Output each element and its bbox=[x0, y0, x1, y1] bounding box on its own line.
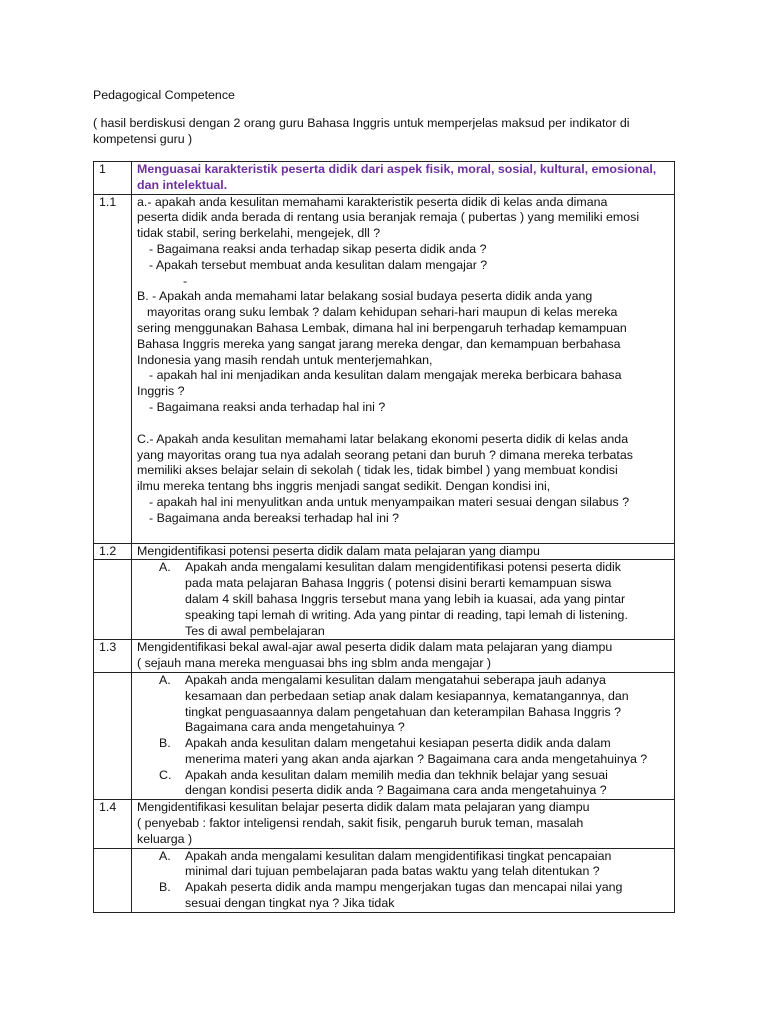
indicator-title bbox=[132, 543, 675, 560]
table-row bbox=[94, 672, 675, 799]
indicator-content bbox=[132, 194, 675, 543]
row-number: 1 bbox=[94, 162, 132, 195]
table-row bbox=[94, 194, 675, 543]
text-line: Indonesia yang masih rendah untuk menterjemahkan, bbox=[137, 352, 433, 367]
question-line: - Bagaimana anda bereaksi terhadap hal ini ? bbox=[149, 510, 400, 525]
competence-title bbox=[132, 162, 675, 195]
text-line: yang mayoritas orang tua nya adalah seorang petani dan buruh ? dimana mereka terbatas bbox=[137, 447, 633, 462]
competence-title-line: Menguasai karakteristik peserta didik dari aspek fisik, moral, sosial, kultural, emosional, bbox=[137, 162, 657, 176]
row-number: 1.4 bbox=[94, 800, 132, 848]
indicator-title bbox=[132, 800, 675, 848]
intro-line: ( hasil berdiskusi dengan 2 orang guru Bahasa Inggris untuk memperjelas maksud per indikator di bbox=[93, 116, 630, 130]
list-item-line: kesamaan dan perbedaan setiap anak dalam kesiapannya, kematangannya, dan bbox=[185, 688, 629, 703]
list-item-line: Apakah anda mengalami kesulitan dalam mengidentifikasi tingkat pencapaian bbox=[185, 848, 612, 863]
list-marker: A. bbox=[159, 672, 171, 687]
text-line: Bahasa Inggris mereka yang sangat jarang mereka dengar, dan kemampuan berbahasa bbox=[137, 336, 621, 351]
question-list bbox=[132, 848, 675, 912]
question-line: - apakah hal ini menjadikan anda kesulitan dalam mengajak mereka berbicara bahasa bbox=[149, 368, 622, 383]
list-marker: C. bbox=[159, 767, 172, 782]
list-item bbox=[137, 673, 670, 736]
competence-table bbox=[93, 161, 675, 913]
list-item-line: Apakah anda kesulitan dalam memilih media dan tekhnik belajar yang sesuai bbox=[185, 767, 608, 782]
table-row bbox=[94, 543, 675, 560]
intro-paragraph bbox=[93, 116, 673, 148]
list-item bbox=[137, 768, 670, 800]
question-list bbox=[132, 560, 675, 640]
list-marker: B. bbox=[159, 736, 171, 751]
list-item bbox=[137, 849, 670, 881]
bullet-dash: - bbox=[183, 273, 188, 288]
indicator-title bbox=[132, 640, 675, 673]
list-marker: A. bbox=[159, 560, 171, 575]
list-item-line: speaking tapi lemah di writing. Ada yang pintar di reading, tapi lemah di listening. bbox=[185, 607, 628, 622]
list-item-line: tingkat penguasaannya dalam pengetahuan dan keterampilan Bahasa Inggris ? bbox=[185, 704, 622, 719]
list-item-line: sesuai dengan tingkat nya ? Jika tidak bbox=[185, 896, 395, 911]
indicator-title-line: Mengidentifikasi kesulitan belajar peserta didik dalam mata pelajaran yang diampu bbox=[137, 800, 590, 815]
table-row bbox=[94, 800, 675, 848]
indicator-title-line: ( sejauh mana mereka menguasai bhs ing sblm anda mengajar ) bbox=[137, 656, 492, 671]
text-line: ilmu mereka tentang bhs inggris menjadi sangat sedikit. Dengan kondisi ini, bbox=[137, 479, 551, 494]
document-title: Pedagogical Competence bbox=[93, 88, 235, 102]
text-line: mayoritas orang suku lembak ? dalam kehidupan sehari-hari maupun di kelas mereka bbox=[147, 305, 618, 320]
indicator-title-line: keluarga ) bbox=[137, 831, 193, 846]
list-item-line: pada mata pelajaran Bahasa Inggris ( potensi disini berarti kemampuan siswa bbox=[185, 576, 612, 591]
list-item bbox=[137, 880, 670, 912]
text-line: memiliki akses belajar selain di sekolah ( tidak les, tidak bimbel ) yang membuat kondisi bbox=[137, 463, 618, 478]
list-item-line: Apakah anda mengalami kesulitan dalam mengidentifikasi potensi peserta didik bbox=[185, 560, 621, 575]
indicator-title-line: ( penyebab : faktor inteligensi rendah, sakit fisik, pengaruh buruk teman, masalah bbox=[137, 816, 584, 831]
row-number: 1.2 bbox=[94, 543, 132, 560]
list-item bbox=[137, 736, 670, 768]
row-number: 1.3 bbox=[94, 640, 132, 673]
table-row bbox=[94, 640, 675, 673]
question-line: - Bagaimana reaksi anda terhadap sikap peserta didik anda ? bbox=[149, 241, 487, 256]
list-item-line: Apakah peserta didik anda mampu mengerjakan tugas dan mencapai nilai yang bbox=[185, 880, 623, 895]
list-marker: A. bbox=[159, 848, 171, 863]
competence-title-line: dan intelektual. bbox=[137, 177, 228, 192]
list-marker: B. bbox=[159, 880, 171, 895]
table-row bbox=[94, 162, 675, 195]
indicator-title-line: Mengidentifikasi bekal awal-ajar awal peserta didik dalam mata pelajaran yang diampu bbox=[137, 640, 613, 655]
text-line: sering menggunakan Bahasa Lembak, dimana hal ini berpengaruh terhadap kemampuan bbox=[137, 320, 627, 335]
question-line: - apakah hal ini menyulitkan anda untuk menyampaikan materi sesuai dengan silabus ? bbox=[149, 494, 630, 509]
list-item-line: minimal dari tujuan pembelajaran pada batas waktu yang telah ditentukan ? bbox=[185, 864, 600, 879]
list-item-line: Tes di awal pembelajaran bbox=[185, 623, 325, 638]
text-line: peserta didik anda berada di rentang usia beranjak remaja ( pubertas ) yang memiliki emosi bbox=[137, 210, 640, 225]
empty-cell bbox=[94, 560, 132, 640]
question-line: - Bagaimana reaksi anda terhadap hal ini ? bbox=[149, 399, 386, 414]
question-line: Inggris ? bbox=[137, 384, 185, 399]
list-item-line: Apakah anda mengalami kesulitan dalam mengatahui seberapa jauh adanya bbox=[185, 672, 606, 687]
text-line: C.- Apakah anda kesulitan memahami latar belakang ekonomi peserta didik di kelas anda bbox=[137, 431, 629, 446]
list-item-line: dengan kondisi peserta didik anda ? Bagaimana cara anda mengetahuinya ? bbox=[185, 783, 607, 798]
empty-cell bbox=[94, 672, 132, 799]
list-item-line: dalam 4 skill bahasa Inggris tersebut mana yang lebih ia kuasai, ada yang pintar bbox=[185, 591, 626, 606]
intro-line: kompetensi guru ) bbox=[93, 131, 193, 146]
table-row bbox=[94, 848, 675, 912]
text-line: tidak stabil, sering berkelahi, mengejek, dll ? bbox=[137, 226, 381, 241]
list-item-line: Apakah anda kesulitan dalam mengetahui kesiapan peserta didik anda dalam bbox=[185, 736, 611, 751]
text-line: B. - Apakah anda memahami latar belakang sosial budaya peserta didik anda yang bbox=[137, 289, 593, 304]
list-item-line: Bagaimana cara anda mengetahuinya ? bbox=[185, 720, 405, 735]
question-line: - Apakah tersebut membuat anda kesulitan dalam mengajar ? bbox=[149, 257, 488, 272]
empty-cell bbox=[94, 848, 132, 912]
row-number: 1.1 bbox=[94, 194, 132, 543]
table-row bbox=[94, 560, 675, 640]
indicator-title-line: Mengidentifikasi potensi peserta didik dalam mata pelajaran yang diampu bbox=[137, 543, 540, 558]
list-item-line: menerima materi yang akan anda ajarkan ? Bagaimana cara anda mengetahuinya ? bbox=[185, 751, 648, 766]
list-item bbox=[137, 560, 670, 639]
text-line: a.- apakah anda kesulitan memahami karakteristik peserta didik di kelas anda dimana bbox=[137, 194, 608, 209]
question-list bbox=[132, 672, 675, 799]
